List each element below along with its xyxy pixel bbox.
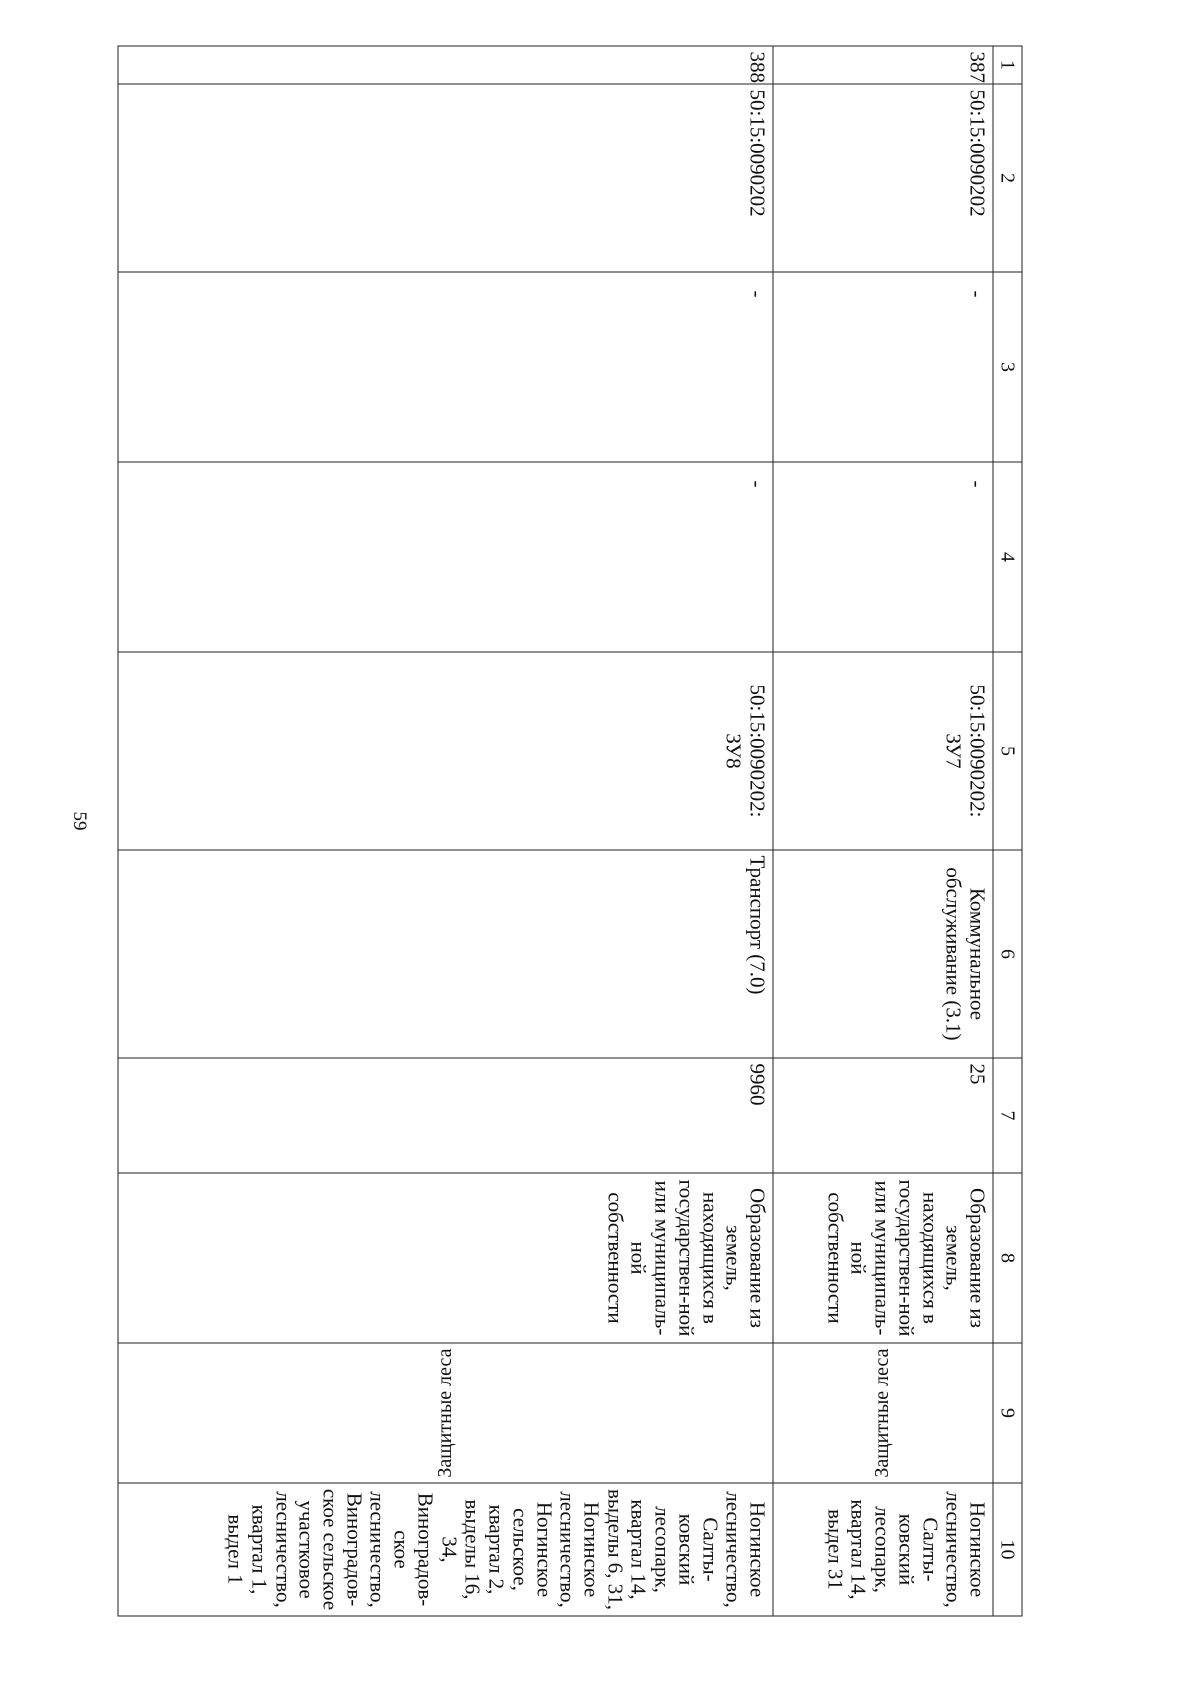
cell-col4: - <box>773 462 993 652</box>
cell-col4: - <box>118 462 773 652</box>
permitted-use: Транспорт (7.0) <box>118 850 773 1058</box>
cadastral-quarter: 50:15:0090202 <box>118 84 773 272</box>
column-number: 9 <box>993 1343 1022 1483</box>
column-number: 10 <box>993 1483 1022 1616</box>
cell-col3: - <box>118 272 773 462</box>
row-number: 387 <box>773 46 993 84</box>
table-row <box>773 46 993 1616</box>
forest-category-text: Защитные леса <box>433 1348 456 1478</box>
forest-category-text: Защитные леса <box>871 1348 894 1478</box>
column-number: 2 <box>993 84 1022 272</box>
forest-location: Ногинское лесничество, Салты-ковский лесопарк, квартал 14, выделы 6, 31, Ногинское лесничество, Ногинское сельское, квартал 2, выделы 16, 34, Виноградов-ское лесничество, Виноградов-ское сельское участковое лесничество, квартал 1, выдел 1 <box>118 1483 773 1616</box>
area-value: 25 <box>773 1058 993 1173</box>
land-plot-table-grid <box>118 46 1023 1617</box>
column-number: 7 <box>993 1058 1022 1173</box>
column-number: 4 <box>993 462 1022 652</box>
forest-location: Ногинское лесничество, Салты-ковский лесопарк, квартал 14, выдел 31 <box>773 1483 993 1616</box>
column-number: 5 <box>993 652 1022 850</box>
formation-method: Образование из земель, находящихся в государствен-ной или муниципаль-ной собственности <box>773 1173 993 1343</box>
area-value: 9960 <box>118 1058 773 1173</box>
land-plot-table <box>118 46 1023 1616</box>
column-number: 8 <box>993 1173 1022 1343</box>
table-row <box>118 46 773 1616</box>
cadastral-quarter: 50:15:0090202 <box>773 84 993 272</box>
cell-col3: - <box>773 272 993 462</box>
cadastral-number: 50:15:0090202: ЗУ8 <box>118 652 773 850</box>
column-number: 1 <box>993 46 1022 84</box>
forest-category <box>118 1343 773 1483</box>
cadastral-number: 50:15:0090202: ЗУ7 <box>773 652 993 850</box>
row-number: 388 <box>118 46 773 84</box>
formation-method: Образование из земель, находящихся в государствен-ной или муниципаль-ной собственности <box>118 1173 773 1343</box>
permitted-use: Коммунальное обслуживание (3.1) <box>773 850 993 1058</box>
column-number: 3 <box>993 272 1022 462</box>
column-number-row <box>993 46 1022 1616</box>
column-number: 6 <box>993 850 1022 1058</box>
page-number: 59 <box>69 811 90 831</box>
forest-category <box>773 1343 993 1483</box>
